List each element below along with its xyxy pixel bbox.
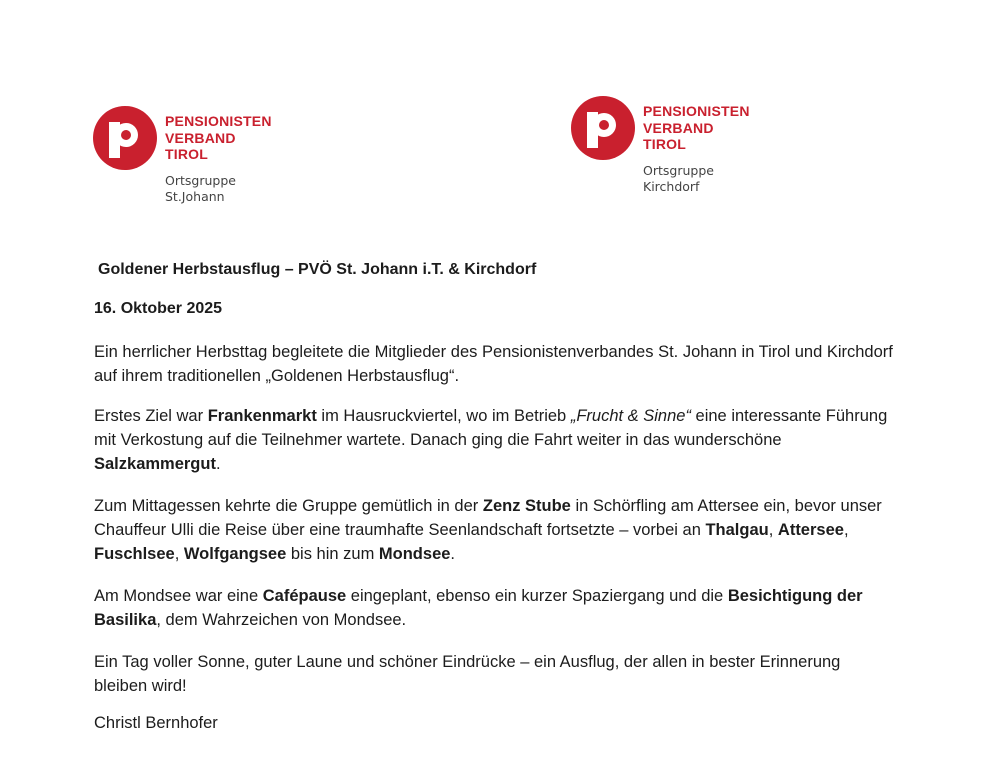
company-name: „Frucht & Sinne“ xyxy=(570,407,691,425)
brand-line-2: VERBAND xyxy=(165,129,236,146)
place-fuschlsee: Fuschlsee xyxy=(94,545,175,563)
brand-line-1: PENSIONISTEN xyxy=(643,103,750,119)
brand-name xyxy=(643,103,750,153)
text-span: Am Mondsee war eine xyxy=(94,587,263,605)
text-span: , dem Wahrzeichen von Mondsee. xyxy=(156,611,407,629)
basilica-visit: Besichtigung der Basilika xyxy=(94,587,863,629)
text-span: , xyxy=(768,521,778,539)
brand-line-2: VERBAND xyxy=(643,119,714,136)
paragraph-lunch-route xyxy=(94,494,894,566)
text-span: eine interessante Führung mit Verkostung auf die Teilnehmer wartete. Danach ging die Fahrt weiter in das wunderschöne xyxy=(94,407,888,449)
text-span: bis hin zum xyxy=(286,545,379,563)
brand-line-3: TIROL xyxy=(165,146,208,162)
text-span: im Hausruckviertel, wo im Betrieb xyxy=(316,407,571,425)
text-span: . xyxy=(450,545,456,563)
group-label: Ortsgruppe xyxy=(643,163,714,178)
paragraph-intro: Ein herrlicher Herbsttag begleitete die Mitglieder des Pensionistenverbandes St. Johann in Tirol und Kirchdorf auf ihrem traditionellen „Goldenen Herbstausflug“. xyxy=(94,343,893,385)
place-attersee: Attersee xyxy=(777,521,844,539)
group-name: St.Johann xyxy=(165,189,225,204)
text-span: , xyxy=(843,521,849,539)
place-wolfgangsee: Wolfgangsee xyxy=(183,545,287,563)
cafe-break: Cafépause xyxy=(262,587,347,605)
place-mondsee: Mondsee xyxy=(378,545,451,563)
text-span: Zum Mittagessen kehrte die Gruppe gemütlich in der xyxy=(94,497,483,515)
paragraph-mondsee xyxy=(94,584,894,632)
group-name: Kirchdorf xyxy=(643,179,700,194)
text-span: . xyxy=(215,455,221,473)
pvo-p-logo-icon xyxy=(92,105,158,171)
document-title: Goldener Herbstausflug – PVÖ St. Johann i.T. & Kirchdorf xyxy=(98,261,537,278)
restaurant-name: Zenz Stube xyxy=(482,497,571,515)
group-label: Ortsgruppe xyxy=(165,173,236,188)
logo-kirchdorf xyxy=(570,95,770,205)
brand-name xyxy=(165,113,272,163)
paragraph-frankenmarkt xyxy=(94,404,894,476)
local-group xyxy=(643,163,714,195)
text-span: , xyxy=(174,545,184,563)
document-date: 16. Oktober 2025 xyxy=(94,300,223,317)
text-span: eingeplant, ebenso ein kurzer Spaziergang und die xyxy=(346,587,728,605)
author-signature: Christl Bernhofer xyxy=(94,714,218,732)
pvo-p-logo-icon xyxy=(570,95,636,161)
brand-line-1: PENSIONISTEN xyxy=(165,113,272,129)
paragraph-closing: Ein Tag voller Sonne, guter Laune und schöner Eindrücke – ein Ausflug, der allen in bester Erinnerung bleiben wird! xyxy=(94,653,841,695)
place-salzkammergut: Salzkammergut xyxy=(94,455,216,473)
place-thalgau: Thalgau xyxy=(705,521,769,539)
text-span: in Schörfling am Attersee ein, bevor unser Chauffeur Ulli die Reise über eine traumhafte Seenlandschaft fortsetzte – vorbei an xyxy=(94,497,882,539)
place-frankenmarkt: Frankenmarkt xyxy=(207,407,317,425)
local-group xyxy=(165,173,236,205)
logo-st-johann xyxy=(92,105,292,215)
text-span: Erstes Ziel war xyxy=(94,407,208,425)
brand-line-3: TIROL xyxy=(643,136,686,152)
